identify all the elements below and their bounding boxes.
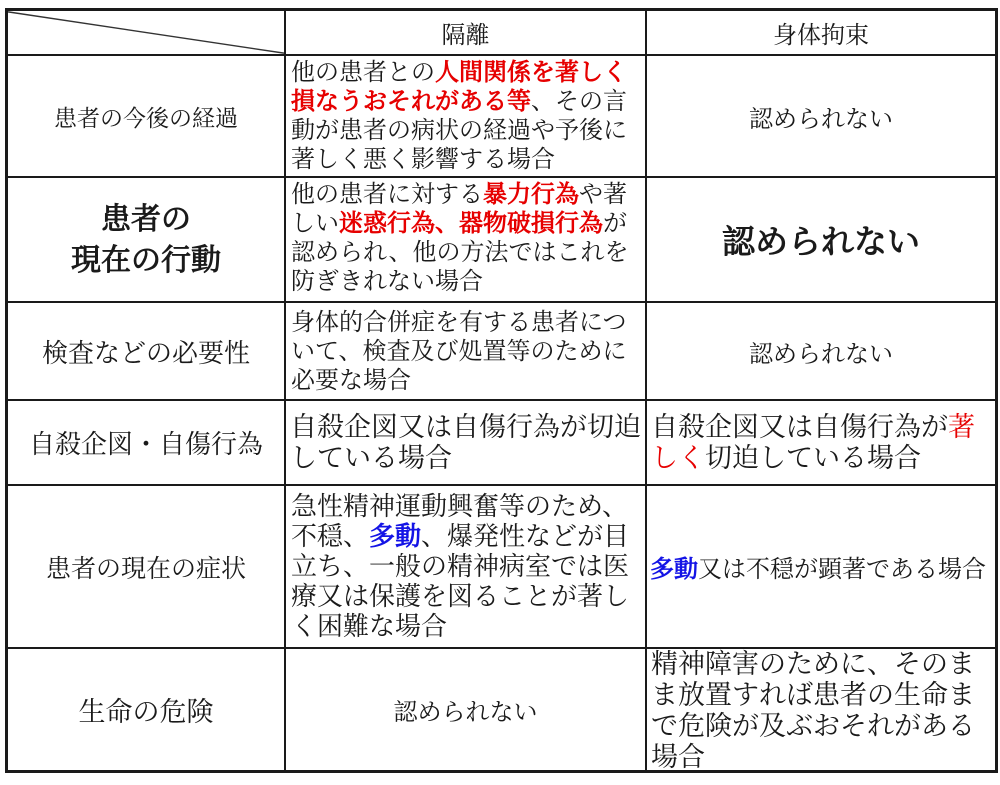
row-label-text: 自殺企図・自傷行為: [28, 430, 263, 459]
cell-restraint-suicide: [647, 401, 995, 486]
row-label-future-course: [8, 56, 286, 178]
cell-text: 認められない: [722, 225, 920, 261]
text-segment: 多動: [650, 557, 698, 583]
cell-restraint-symptoms: [647, 486, 995, 649]
cell-text: [651, 649, 994, 770]
text-segment: 、その言動が患者の病状の経過や予後に著しく悪く影響する場合: [291, 89, 627, 173]
row-label-examination-necessity: [8, 303, 286, 401]
cell-text: [291, 309, 643, 396]
label-line-2: 現在の行動: [71, 243, 221, 277]
comparison-table: [5, 8, 998, 773]
row-label-life-danger: [8, 649, 286, 770]
text-segment: や著しい: [291, 182, 627, 237]
text-segment: 、爆発性などが目立ち、一般の精神病室では医療又は保護を図ることが著しく困難な場合: [291, 521, 630, 641]
text-segment: 著しく: [651, 411, 975, 473]
cell-text: [291, 181, 643, 297]
cell-text: 認められない: [749, 341, 893, 368]
text-segment: 他の患者との: [291, 60, 435, 86]
cell-text: [290, 412, 644, 474]
text-segment: 他の患者に対する: [291, 182, 483, 208]
cell-isolation-symptoms: [286, 486, 647, 649]
cell-text: [291, 492, 644, 642]
cell-restraint-examination: [647, 303, 995, 401]
row-label-text: 患者の今後の経過: [54, 105, 238, 131]
diagonal-line: [8, 11, 284, 54]
column-header-isolation: [286, 11, 647, 56]
cell-isolation-current-behavior: [286, 178, 647, 303]
text-segment: 自殺企図又は自傷行為が切迫している場合: [290, 411, 641, 473]
row-label-current-symptoms: [8, 486, 286, 649]
cell-isolation-suicide: [286, 401, 647, 486]
text-segment: 迷惑行為、器物破損行為: [339, 211, 603, 237]
row-label-text: 生命の危険: [78, 697, 214, 727]
cell-restraint-life-danger: [647, 649, 995, 770]
row-label-suicide-selfharm: [8, 401, 286, 486]
cell-isolation-examination: [286, 303, 647, 401]
text-segment: 多動: [369, 521, 422, 551]
text-segment: 又は不穏が顕著である場合: [698, 557, 986, 583]
cell-text: [650, 549, 986, 584]
cell-text: [291, 59, 643, 175]
text-segment: 暴力行為: [483, 182, 579, 208]
header-label: 隔離: [441, 23, 490, 49]
text-segment: 精神障害のために、そのまま放置すれば患者の生命まで危険が及ぶおそれがある場合: [651, 649, 975, 770]
cell-restraint-current-behavior: [647, 178, 995, 303]
text-segment: が認められ、他の方法ではこれを防ぎきれない場合: [291, 211, 629, 295]
text-segment: 身体的合併症を有する患者について、検査及び処置等のために必要な場合: [291, 310, 627, 394]
header-label: 身体拘束: [773, 23, 869, 49]
label-line-1: 患者の: [101, 202, 191, 236]
cell-isolation-life-danger: [286, 649, 647, 770]
text-segment: 急性精神運動興奮等のため、不穏、: [291, 491, 628, 551]
cell-text: 認められない: [393, 700, 538, 726]
corner-cell: [8, 11, 286, 56]
text-segment: 人間関係を著しく損なうおそれがある等: [291, 60, 627, 115]
text-segment: 自殺企図又は自傷行為が: [651, 411, 948, 442]
cell-restraint-future-course: [647, 56, 995, 178]
row-label-text: 患者の現在の症状: [45, 555, 246, 583]
cell-isolation-future-course: [286, 56, 647, 178]
text-segment: 切迫している場合: [705, 442, 921, 473]
column-header-restraint: [647, 11, 995, 56]
cell-text: [651, 412, 994, 474]
row-label-text: 検査などの必要性: [41, 338, 250, 368]
cell-text: 認められない: [749, 106, 893, 133]
row-label-current-behavior: [8, 178, 286, 303]
row-label-text: [71, 199, 221, 281]
